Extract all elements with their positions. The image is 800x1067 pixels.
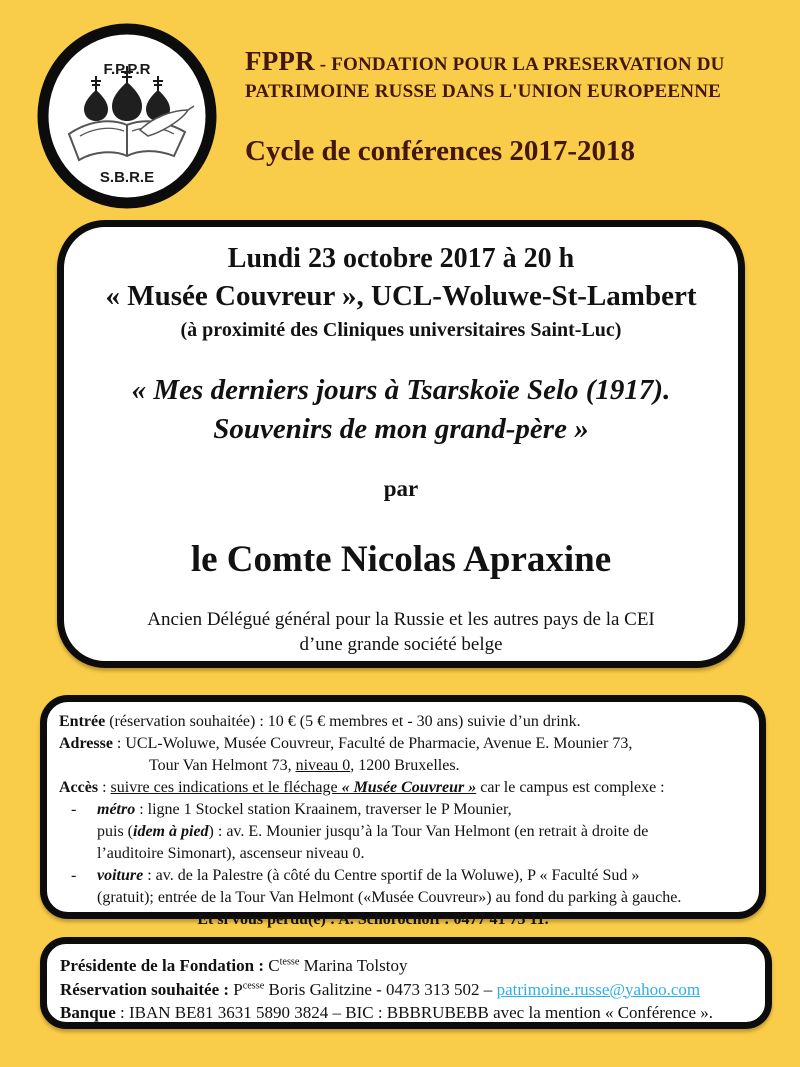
footer-box (40, 937, 772, 1029)
org-name-line2: PATRIMOINE RUSSE DANS L'UNION EUROPEENNE (245, 81, 722, 102)
presidente-prefix: C (264, 956, 280, 975)
info-line-voiture2: (gratuit); entrée de la Tour Van Helmont («Musée Couvreur») au fond du parking à gauche. (97, 889, 682, 906)
metro-idem: idem à pied (133, 823, 209, 840)
event-date: Lundi 23 octobre 2017 à 20 h (227, 243, 575, 274)
entree-label: Entrée (59, 713, 106, 730)
metro2-post: ) : av. E. Mounier jusqu’à la Tour Van Helmont (en retrait à droite de (208, 823, 649, 840)
logo-acronym-bottom: S.B.R.E (99, 169, 155, 186)
voiture-dash: - (71, 867, 77, 884)
speaker-name: le Comte Nicolas Apraxine (190, 539, 612, 580)
adresse2-pre: Tour Van Helmont 73, (149, 757, 296, 774)
fppr-logo-icon (36, 22, 218, 210)
banque-text: : IBAN BE81 3631 5890 3824 – BIC : BBBRUBEBB avec la mention « Conférence ». (115, 1003, 714, 1022)
talk-title-line2: Souvenirs de mon grand-père » (213, 413, 589, 445)
info-line-metro (59, 799, 747, 821)
voiture-text: : av. de la Palestre (à côté du Centre sportif de la Woluwe), P « Faculté Sud » (143, 867, 640, 884)
acces-underlined (111, 779, 477, 796)
event-box (57, 220, 745, 668)
metro2-pre: puis ( (97, 823, 133, 840)
org-abbr: FPPR (245, 46, 315, 76)
metro-label: métro (97, 801, 136, 818)
entree-text: (réservation souhaitée) : 10 € (5 € membres et - 30 ans) suivie d’un drink. (105, 713, 581, 730)
org-line1-rest: FONDATION POUR LA PRESERVATION DU (331, 54, 725, 75)
acces-rest: car le campus est complexe : (476, 779, 665, 796)
info-line-adresse (59, 733, 747, 755)
info-line-metro3: l’auditoire Simonart), ascenseur niveau 0. (97, 845, 365, 862)
info-line-entree (59, 711, 747, 733)
banque-label: Banque (60, 1003, 116, 1022)
event-venue: « Musée Couvreur », UCL-Woluwe-St-Lambert (105, 280, 697, 312)
reservation-sup: cesse (242, 979, 265, 991)
acces-sep: : (98, 779, 111, 796)
reservation-label: Réservation souhaitée : (60, 979, 230, 999)
info-line-adresse2 (59, 755, 747, 777)
adresse2-post: , 1200 Bruxelles. (350, 757, 460, 774)
fppr-logo (36, 22, 218, 210)
reservation-text: Boris Galitzine - 0473 313 502 – (264, 979, 497, 999)
presidente-sup: tesse (279, 956, 300, 968)
voiture-label: voiture (97, 867, 144, 884)
presidente-name: Marina Tolstoy (299, 956, 408, 975)
info-line-voiture (59, 865, 747, 887)
metro-dash: - (71, 801, 77, 818)
acces-label: Accès (59, 779, 99, 796)
org-sep: - (314, 54, 332, 75)
footer-line-reservation (60, 978, 752, 1002)
metro-text: : ligne 1 Stockel station Kraainem, traverser le P Mounier, (135, 801, 512, 818)
cycle-title: Cycle de conférences 2017-2018 (245, 135, 636, 167)
email-link[interactable]: patrimoine.russe@yahoo.com (496, 979, 701, 999)
reservation-prefix: P (229, 979, 243, 999)
adresse-text: : UCL-Woluwe, Musée Couvreur, Faculté de Pharmacie, Avenue E. Mounier 73, (112, 735, 633, 752)
event-venue-note: (à proximité des Cliniques universitaires Saint-Luc) (180, 319, 622, 341)
speaker-desc-line2: d’une grande société belge (299, 634, 503, 655)
header (245, 46, 765, 168)
talk-title-line1: « Mes derniers jours à Tsarskoïe Selo (1917). (131, 374, 671, 406)
acces-underlined-pre: suivre ces indications et le fléchage (110, 779, 342, 796)
adresse-label: Adresse (59, 735, 113, 752)
footer-line-banque (60, 1001, 752, 1025)
par-label: par (383, 476, 419, 501)
org-name-line1 (245, 46, 765, 77)
info-line-lost-contact: Et si vous perdu(e) : A. Schorochoff : 0477 41 75 11. (197, 911, 549, 928)
info-line-metro2 (59, 821, 747, 843)
speaker-desc-line1: Ancien Délégué général pour la Russie et les autres pays de la CEI (147, 609, 655, 630)
presidente-label: Présidente de la Fondation : (60, 956, 264, 975)
info-box (40, 695, 766, 928)
info-line-acces (59, 777, 747, 799)
footer-line-presidente (60, 954, 752, 978)
acces-musee: « Musée Couvreur » (341, 779, 477, 796)
speaker-description (64, 607, 738, 657)
logo-acronym-top: F.P.P.R (103, 61, 151, 78)
adresse2-niveau: niveau 0 (295, 757, 351, 774)
